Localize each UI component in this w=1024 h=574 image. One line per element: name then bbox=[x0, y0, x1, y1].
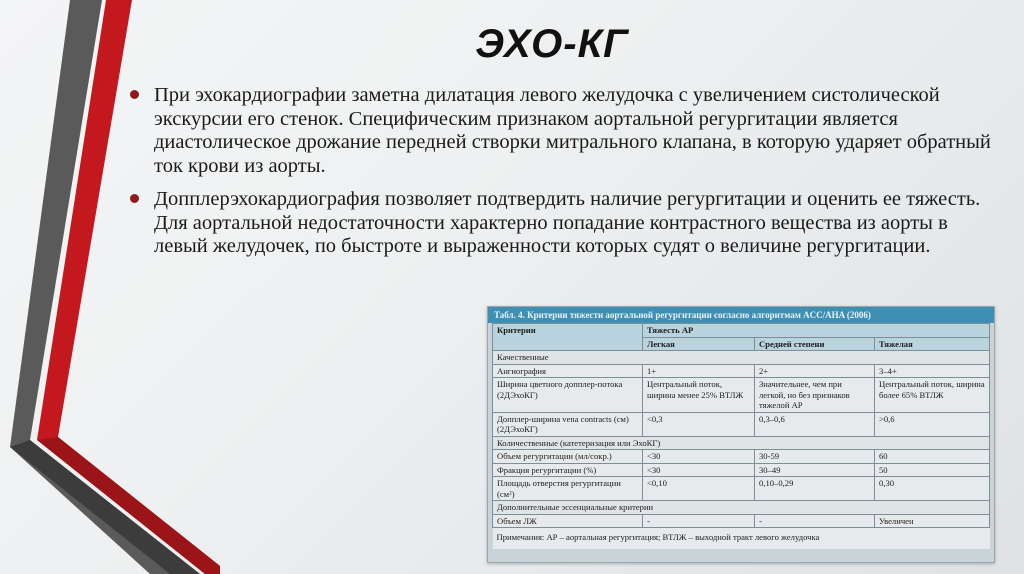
row-label: Допплер-ширина vena contracts (см) (2ДЭхоКГ) bbox=[493, 412, 643, 436]
cell-moderate: 0,3–0,6 bbox=[755, 412, 875, 436]
bullet-text: Допплерэхокардиография позволяет подтвердить наличие регургитации и оценить ее тяжесть. Для аортальной недостаточности характерно попадание контрастного вещества из аорты в левый желудочек, по быстроте и выраженности которых судят о величине регургитации. bbox=[154, 188, 981, 257]
row-label: Площадь отверстия регургитации (см²) bbox=[493, 477, 643, 501]
cell-moderate: 2+ bbox=[755, 364, 875, 378]
bullet-dot-icon bbox=[130, 90, 139, 99]
table-note: Примечания: АР – аортальная регургитация; ВТЛЖ – выходной тракт левого желудочка bbox=[493, 528, 990, 549]
cell-severe: 60 bbox=[875, 450, 990, 464]
cell-mild: Центральный поток, ширина менее 25% ВТЛЖ bbox=[643, 378, 755, 413]
header-moderate: Средней степени bbox=[755, 337, 875, 351]
header-severity: Тяжесть АР bbox=[643, 324, 990, 338]
bullet-item bbox=[128, 84, 998, 178]
table-row bbox=[493, 378, 990, 413]
cell-severe: 0,30 bbox=[875, 477, 990, 501]
cell-mild: <0,10 bbox=[643, 477, 755, 501]
cell-severe: Увеличен bbox=[875, 514, 990, 528]
bullet-item bbox=[128, 188, 994, 259]
table-row bbox=[493, 412, 990, 436]
cell-mild: 1+ bbox=[643, 364, 755, 378]
cell-moderate: 30-59 bbox=[755, 450, 875, 464]
cell-mild: <0,3 bbox=[643, 412, 755, 436]
slide-title: ЭХО-КГ bbox=[475, 22, 629, 66]
table-row bbox=[493, 364, 990, 378]
cell-mild: - bbox=[643, 514, 755, 528]
section-title: Качественные bbox=[493, 351, 990, 365]
table-caption: Табл. 4. Критерии тяжести аортальной регургитации согласно алгоритмам ACC/AHA (2006) bbox=[488, 307, 994, 323]
table-row bbox=[493, 463, 990, 477]
severity-table bbox=[487, 306, 995, 563]
bullet-list bbox=[128, 84, 998, 269]
row-label: Ангиография bbox=[493, 364, 643, 378]
cell-severe: 3–4+ bbox=[875, 364, 990, 378]
row-label: Фракция регургитации (%) bbox=[493, 463, 643, 477]
row-label: Ширина цветного допплер-потока (2ДЭхоКГ) bbox=[493, 378, 643, 413]
header-mild: Легкая bbox=[643, 337, 755, 351]
cell-moderate: 30–49 bbox=[755, 463, 875, 477]
header-severe: Тяжелая bbox=[875, 337, 990, 351]
row-label: Объем ЛЖ bbox=[493, 514, 643, 528]
cell-severe: 50 bbox=[875, 463, 990, 477]
cell-severe: Центральный поток, ширина более 65% ВТЛЖ bbox=[875, 378, 990, 413]
cell-mild: <30 bbox=[643, 450, 755, 464]
section-title: Количественные (катетеризация или ЭхоКГ) bbox=[493, 436, 990, 450]
cell-severe: >0,6 bbox=[875, 412, 990, 436]
table-row bbox=[493, 514, 990, 528]
cell-moderate: Значительнее, чем при легкой, но без признаков тяжелой АР bbox=[755, 378, 875, 413]
header-criteria: Критерии bbox=[493, 324, 643, 351]
bullet-text: При эхокардиографии заметна дилатация левого желудочка с увеличением систолической экскурсии его стенок. Специфическим признаком аортальной регургитации является диастолическое дрожание передней створки митрального клапана, в которую ударяет обратный ток крови из аорты. bbox=[154, 84, 991, 177]
table-row bbox=[493, 477, 990, 501]
section-title: Дополнительные эссенциальные критерии bbox=[493, 501, 990, 515]
cell-mild: <30 bbox=[643, 463, 755, 477]
table-row bbox=[493, 450, 990, 464]
cell-moderate: 0,10–0,29 bbox=[755, 477, 875, 501]
cell-moderate: - bbox=[755, 514, 875, 528]
bullet-dot-icon bbox=[130, 194, 139, 203]
row-label: Объем регургитации (мл/сокр.) bbox=[493, 450, 643, 464]
